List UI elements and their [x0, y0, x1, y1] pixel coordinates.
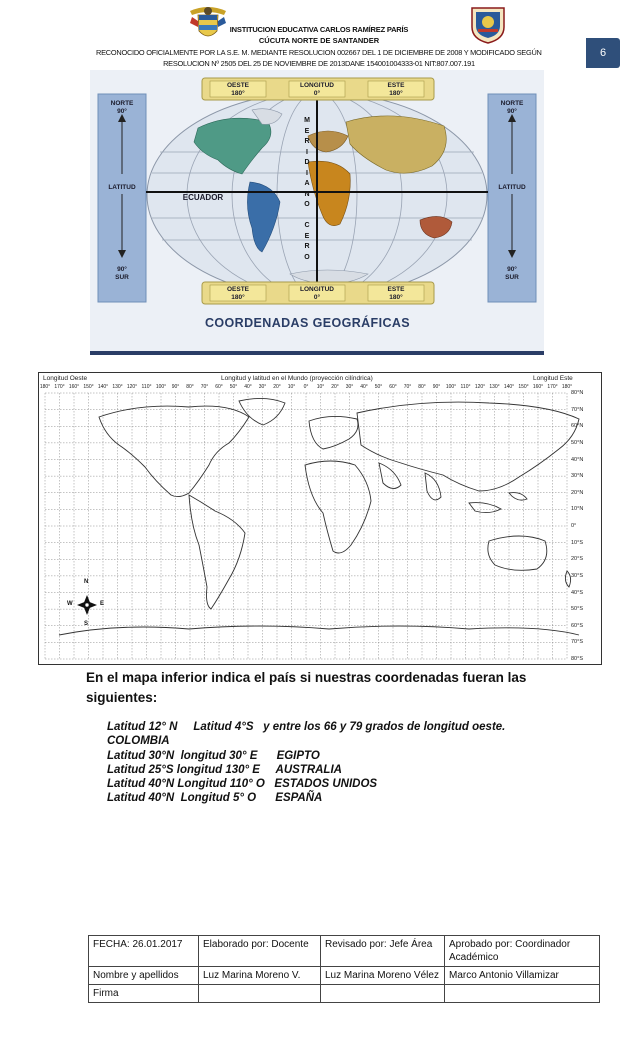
- longitude-tick-label: 160°: [532, 384, 544, 390]
- right-latitude-label: LATITUD: [498, 184, 526, 191]
- equator-label: ECUADOR: [182, 193, 224, 202]
- bottom-longitude-label: LONGITUD 0°: [300, 286, 334, 301]
- compass-north-label: N: [84, 579, 89, 585]
- latitude-tick-label: 30°N: [571, 473, 584, 480]
- longitude-tick-label: 10°: [316, 384, 325, 390]
- answer-line: Latitud 30°N longitud 30° E EGIPTO: [107, 749, 320, 762]
- compass-west-label: W: [67, 601, 73, 607]
- approved-name-cell: Marco Antonio Villamizar: [445, 967, 600, 985]
- latitude-tick-label: 80°S: [571, 656, 583, 662]
- longitude-tick-label: 180°: [39, 384, 51, 390]
- latitude-tick-label: 40°S: [571, 589, 583, 596]
- reviewed-by-cell: Revisado por: Jefe Área: [321, 936, 445, 967]
- table-row: [89, 967, 600, 985]
- longitude-tick-label: 130°: [489, 384, 500, 390]
- coordinates-title: COORDENADAS GEOGRÁFICAS: [205, 316, 411, 330]
- longitude-tick-label: 130°: [112, 384, 123, 390]
- longitude-tick-label: 120°: [474, 384, 486, 390]
- latitude-tick-label: 10°S: [571, 539, 583, 546]
- prepared-name-cell: Luz Marina Moreno V.: [199, 967, 321, 985]
- latitude-tick-label: 40°N: [571, 456, 584, 463]
- longitude-tick-label: 150°: [518, 384, 529, 390]
- longitude-tick-label: 80°: [418, 384, 426, 390]
- longitude-tick-label: 80°: [186, 384, 194, 390]
- recognition-line-2: RESOLUCION Nº 2505 DEL 25 DE NOVIEMBRE DE 2013DANE 154001004333-01 NIT:807.007.191: [163, 59, 475, 68]
- prepared-by-cell: Elaborado por: Docente: [199, 936, 321, 967]
- longitude-tick-label: 120°: [126, 384, 138, 390]
- longitude-tick-label: 50°: [229, 384, 238, 390]
- exercise-instruction: En el mapa inferior indica el país si nuestras coordenadas fueran las siguientes:: [86, 670, 527, 705]
- answer-line: Latitud 25°S longitud 130° E AUSTRALIA: [107, 763, 342, 776]
- longitude-tick-label: 50°: [374, 384, 383, 390]
- institution-name: INSTITUCION EDUCATIVA CARLOS RAMÍREZ PARÍS: [229, 25, 409, 34]
- signature-cell: [445, 985, 600, 1003]
- longitude-tick-label: 40°: [244, 384, 252, 390]
- latitude-tick-label: 60°N: [571, 423, 584, 430]
- longitude-tick-label: 20°: [273, 384, 281, 390]
- longitude-east-label: Longitud Este: [533, 375, 573, 382]
- grid-map-title: Longitud y latitud en el Mundo (proyección cilíndrica): [221, 375, 373, 382]
- longitude-tick-label: 60°: [215, 384, 223, 390]
- latitude-tick-label: 80°N: [571, 390, 584, 396]
- longitude-tick-label: 30°: [258, 384, 267, 390]
- school-shield-icon: [468, 5, 508, 45]
- longitude-tick-label: 90°: [432, 384, 441, 390]
- longitude-west-label: Longitud Oeste: [43, 375, 88, 382]
- longitude-tick-label: 60°: [389, 384, 397, 390]
- longitude-tick-label: 70°: [403, 384, 412, 390]
- latitude-tick-label: 60°S: [571, 622, 583, 629]
- longitude-tick-label: 170°: [547, 384, 558, 390]
- longitude-tick-label: 70°: [200, 384, 209, 390]
- top-west-label: OESTE 180°: [226, 82, 250, 97]
- document-header: [0, 0, 638, 70]
- left-latitude-label: LATITUD: [108, 184, 136, 191]
- signature-cell: [199, 985, 321, 1003]
- latitude-tick-label: 20°S: [571, 556, 583, 563]
- latitude-tick-label: 50°N: [571, 439, 584, 446]
- longitude-tick-label: 90°: [171, 384, 180, 390]
- right-south-label: 90° SUR: [505, 266, 519, 281]
- answer-list: [107, 720, 607, 806]
- answer-line: Latitud 40°N Longitud 110° O ESTADOS UNIDOS: [107, 778, 378, 791]
- table-row: [89, 936, 600, 967]
- right-north-label: NORTE 90°: [500, 100, 524, 115]
- signature-label-cell: Firma: [89, 985, 199, 1003]
- left-south-label: 90° SUR: [115, 266, 129, 281]
- date-cell: FECHA: 26.01.2017: [89, 936, 199, 967]
- prime-meridian-label: M E R I D I A N O C E R O: [304, 117, 310, 261]
- geographic-coordinates-illustration: [90, 70, 544, 355]
- longitude-tick-label: 0°: [303, 384, 309, 390]
- longitude-tick-label: 100°: [155, 384, 167, 390]
- name-label-cell: Nombre y apellidos: [89, 967, 199, 985]
- longitude-tick-label: 110°: [141, 384, 152, 390]
- table-row: [89, 985, 600, 1003]
- reviewed-name-cell: Luz Marina Moreno Vélez: [321, 967, 445, 985]
- longitude-tick-label: 160°: [68, 384, 80, 390]
- longitude-tick-label: 100°: [445, 384, 457, 390]
- latitude-tick-label: 30°S: [571, 572, 583, 579]
- compass-south-label: S: [84, 621, 89, 627]
- longitude-tick-label: 140°: [97, 384, 109, 390]
- bottom-west-label: OESTE 180°: [226, 286, 250, 301]
- answer-line: COLOMBIA: [107, 735, 170, 748]
- answer-line: Latitud 12° N Latitud 4°S y entre los 66 y 79 grados de longitud oeste.: [107, 721, 506, 733]
- longitude-tick-label: 20°: [331, 384, 339, 390]
- institution-city: CÚCUTA NORTE DE SANTANDER: [258, 36, 380, 45]
- approval-table: [88, 935, 600, 1003]
- recognition-line-1: RECONOCIDO OFICIALMENTE POR LA S.E. M. MEDIANTE RESOLUCION 002667 DEL 1 DE DICIEMBRE DE 2008 Y MODIFICADO SEGÚN: [96, 48, 542, 57]
- latitude-tick-label: 10°N: [571, 506, 584, 513]
- longitude-tick-label: 40°: [360, 384, 368, 390]
- grid-map-graphic: [39, 373, 600, 663]
- longitude-tick-label: 30°: [345, 384, 354, 390]
- page-number-tab: 6: [586, 38, 620, 68]
- latitude-tick-label: 0°: [571, 523, 577, 529]
- latitude-tick-label: 50°S: [571, 606, 583, 613]
- longitude-tick-label: 140°: [503, 384, 515, 390]
- longitude-tick-label: 10°: [287, 384, 296, 390]
- compass-east-label: E: [100, 601, 105, 607]
- world-grid-map: [38, 372, 602, 665]
- latitude-tick-label: 20°N: [571, 489, 584, 496]
- top-east-label: ESTE 180°: [387, 82, 405, 97]
- longitude-tick-label: 170°: [54, 384, 65, 390]
- approved-by-cell: Aprobado por: Coordinador Académico: [445, 936, 600, 967]
- coordinates-globe-graphic: [90, 70, 544, 355]
- longitude-tick-label: 150°: [83, 384, 94, 390]
- bottom-east-label: ESTE 180°: [387, 286, 405, 301]
- latitude-tick-label: 70°S: [571, 639, 583, 646]
- top-longitude-label: LONGITUD 0°: [300, 82, 334, 97]
- longitude-tick-label: 110°: [460, 384, 471, 390]
- answer-line: Latitud 40°N Longitud 5° O ESPAÑA: [107, 792, 323, 805]
- longitude-tick-label: 180°: [561, 384, 573, 390]
- left-north-label: NORTE 90°: [110, 100, 134, 115]
- latitude-tick-label: 70°N: [571, 406, 584, 413]
- compass-rose-icon: [77, 595, 97, 615]
- signature-cell: [321, 985, 445, 1003]
